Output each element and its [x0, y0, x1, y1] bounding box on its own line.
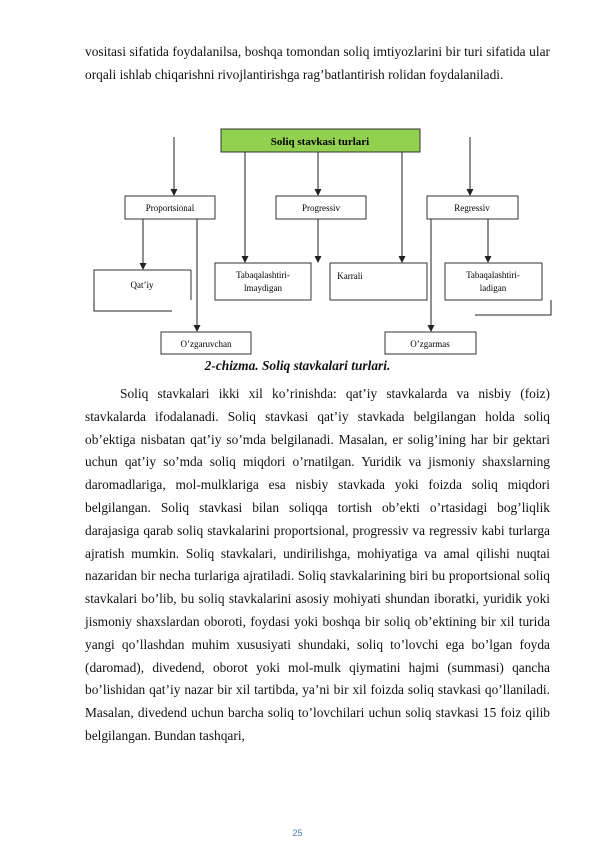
fixed-label: Qat’iy	[130, 280, 154, 290]
diagram-connectors	[94, 137, 551, 331]
constant-label: O’zgarmas	[410, 339, 450, 349]
body-paragraph: Soliq stavkalari ikki xil ko’rinishda: qat’iy stavkalarda va nisbiy (foiz) stavkalarda ifodalanadi. Soliq stavkasi qat’iy stavkada belgilangan holda soliq ob’ektiga nisbatan qat’iy so’mda belgilanadi. Masalan, er solig’ining har bir gektari uchun qat’iy so’mda soliq miqdori o’rnatilgan. Yuridik va jismoniy shaxslarning daromadlariga, mol-mulklariga esa nisbiy stavkada yoki foizda soliq miqdori belgilangan. Soliq stavkasi bilan soliqqa tortish ob’ekti o’rtasidagi bog’liqlik darajasiga qarab soliq stavkalarini proportsional, progressiv va regressiv kabi turlarga ajratish mumkin. Soliq stavkalari, undirilishga, mohiyatiga va amal qilishi nuqtai nazaridan bir necha turlariga ajratiladi. Soliq stavkalarining biri bu proportsional soliq stavkalari bo’lib, bu soliq stavkalarini asosiy mohiyati shundan iboratki, yuridik yoki jismoniy shaxslardan oboroti, foydasi yoki boshqa bir soliq ob’ektining bir xil turida yangi qo’llashdan muhim xususiyati shundaki, soliq to’lovchi ega bo’lgan foyda (daromad), divedend, oborot yoki mol-mulk qiymatini hajmi (summasi) qancha bo’lishidan qat’iy nazar bir xil tartibda, ya’ni bir xil foizda soliq stavkasi qo’llaniladi. Masalan, divedend uchun barcha soliq to’lovchilari uchun soliq stavkasi 15 foiz qilib belgilangan. Bundan tashqari,	[85, 386, 550, 743]
non-graded-label-line1: Tabaqalashtiri-	[236, 270, 290, 280]
progressive-label: Progressiv	[302, 203, 340, 213]
graded-label-line2: ladigan	[479, 283, 507, 293]
regressive-label: Regressiv	[454, 203, 490, 213]
multiple-label: Karrali	[337, 271, 363, 281]
top-paragraph: vositasi sifatida foydalanilsa, boshqa tomondan soliq imtiyozlarini bir turi sifatida ular orqali ishlab chiqarishni rivojlantirishga rag’batlantirish rolidan foydalaniladi.	[85, 44, 550, 82]
tax-rate-types-diagram	[0, 0, 595, 360]
multiple-box	[330, 263, 427, 300]
variable-label: O’zgaruvchan	[180, 339, 232, 349]
non-graded-box	[215, 263, 311, 300]
graded-label-line1: Tabaqalashtiri-	[466, 270, 520, 280]
diagram-title: Soliq stavkasi turlari	[270, 136, 370, 148]
page-number: 25	[292, 828, 303, 838]
figure-caption: 2-chizma. Soliq stavkalari turlari.	[204, 358, 391, 373]
proportional-label: Proportsional	[145, 203, 195, 213]
graded-box	[445, 263, 542, 300]
non-graded-label-line2: lmaydigan	[244, 283, 282, 293]
